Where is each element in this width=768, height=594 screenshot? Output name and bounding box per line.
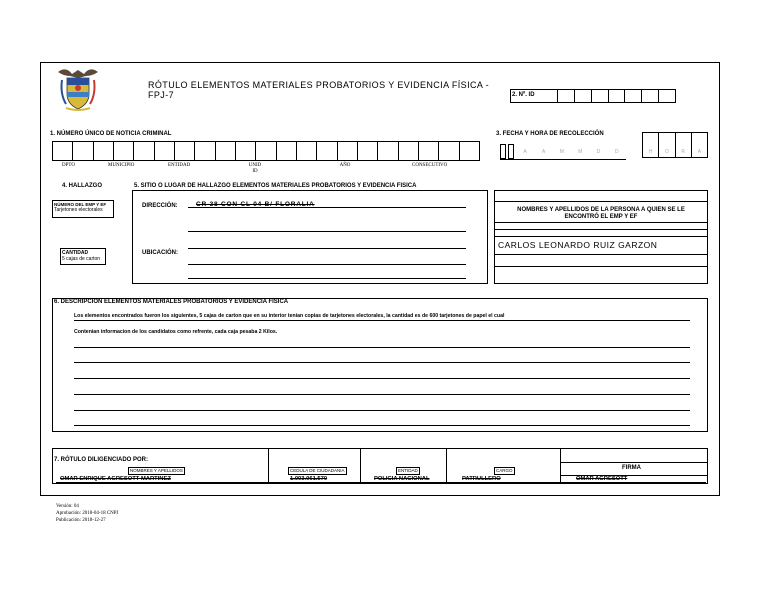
hallazgo-numero-box[interactable] <box>52 200 114 218</box>
date-letter-6: D <box>614 149 619 155</box>
hallazgo-cantidad-box[interactable] <box>60 248 106 265</box>
rotulo-value-cedula[interactable]: 1.003.061.570 <box>290 476 328 482</box>
persona-box <box>494 190 708 284</box>
direccion-value[interactable]: CR 38 CON CL 04 B/ FLORALIA <box>196 201 315 208</box>
noticia-sub-municipio: MUNICIPIO <box>108 163 135 168</box>
date-letter-1: A <box>523 149 527 155</box>
noticia-sub-entidad: ENTIDAD <box>168 163 191 168</box>
footer-version: Versión: 04 <box>56 504 79 509</box>
hour-letter-1: H <box>642 132 659 158</box>
footer-aprobacion: Aprobación: 2018-04-18 CNPJ <box>56 511 119 516</box>
fecha-date-field[interactable] <box>500 144 626 160</box>
direccion-label: DIRECCIÓN: <box>142 203 178 209</box>
date-letter-5: D <box>596 149 601 155</box>
rotulo-header-cedula: CEDULA DE CIUDADANIA <box>290 468 345 473</box>
sitio-label: 5. SITIO O LUGAR DE HALLAZGO ELEMENTOS MATERIALES PROBATORIOS Y EVIDENCIA FISICA <box>134 183 417 189</box>
form-title: RÓTULO ELEMENTOS MATERIALES PROBATORIOS Y EVIDENCIA FÍSICA - FPJ-7 <box>148 80 490 100</box>
hour-letter-3: R <box>676 132 692 158</box>
coat-of-arms-logo <box>52 64 104 112</box>
noticia-sub-dpto: DPTO <box>62 163 75 168</box>
id-label: 2. Nº. ID <box>510 89 558 103</box>
ubicacion-label: UBICACIÓN: <box>142 250 178 256</box>
hour-letter-2: O <box>659 132 675 158</box>
date-letter-2: A <box>541 149 546 155</box>
hallazgo-label: 4. HALLAZGO <box>62 183 102 189</box>
footer-publicacion: Publicación: 2018-12-27 <box>56 518 106 523</box>
fecha-hour-field[interactable] <box>642 132 708 158</box>
hallazgo-numero-label: NÚMERO DEL EMP Y EF <box>54 202 107 207</box>
rotulo-header-firma: FIRMA <box>622 465 641 471</box>
hour-letter-4: A <box>692 132 708 158</box>
rotulo-value-cargo[interactable]: PATRULLERO <box>462 476 501 482</box>
rotulo-header-nombres: NOMBRES Y APELLIDOS <box>130 468 183 473</box>
noticia-sub-ano: AÑO <box>339 163 351 168</box>
noticia-sub-unid: UNID ID <box>248 163 262 174</box>
rotulo-value-nombres[interactable]: OMAR ENRIQUE AGRESOTT MARTINEZ <box>60 476 171 482</box>
descripcion-line-1[interactable]: Los elementos encontrados fueron los siguientes, 5 cajas de carton que en su interior tenian copias de tarjetones electorales, la cantidad es de 600 tarjetones de papel el cual <box>74 313 505 319</box>
noticia-label: 1. NÚMERO ÚNICO DE NOTICIA CRIMINAL <box>50 131 172 137</box>
hallazgo-cantidad-label: CANTIDAD <box>62 250 89 256</box>
fecha-label: 3. FECHA Y HORA DE RECOLECCIÓN <box>496 131 604 137</box>
rotulo-value-entidad[interactable]: POLICIA NACIONAL <box>374 476 430 482</box>
noticia-field[interactable] <box>52 141 480 161</box>
persona-label: NOMBRES Y APELLIDOS DE LA PERSONA A QUIEN SE LE ENCONTRÓ EL EMP Y EF <box>517 207 685 220</box>
descripcion-line-2[interactable]: Contenian informacion de los candidatos como refrente, cada caja pesaba 2 Kilos. <box>74 329 278 335</box>
date-letter-3: M <box>559 149 564 155</box>
hallazgo-numero-value: Tarjetones electorales <box>54 207 103 213</box>
date-letter-4: M <box>578 149 583 155</box>
id-field[interactable] <box>510 89 676 103</box>
rotulo-label: 7. RÓTULO DILIGENCIADO POR: <box>54 457 149 463</box>
hallazgo-cantidad-value: 5 cajas de carton <box>62 256 101 262</box>
rotulo-header-entidad: ENTIDAD <box>398 468 418 473</box>
rotulo-value-firma[interactable]: OMAR AGRESOTT <box>576 476 628 482</box>
rotulo-header-cargo: CARGO <box>496 468 513 473</box>
noticia-sub-consecutivo: CONSECUTIVO <box>412 163 448 168</box>
persona-value[interactable]: CARLOS LEONARDO RUIZ GARZON <box>498 240 658 250</box>
descripcion-label: 6. DESCRIPCION ELEMENTOS MATERIALES PROBATORIOS Y EVIDENCIA FISICA <box>54 299 289 305</box>
